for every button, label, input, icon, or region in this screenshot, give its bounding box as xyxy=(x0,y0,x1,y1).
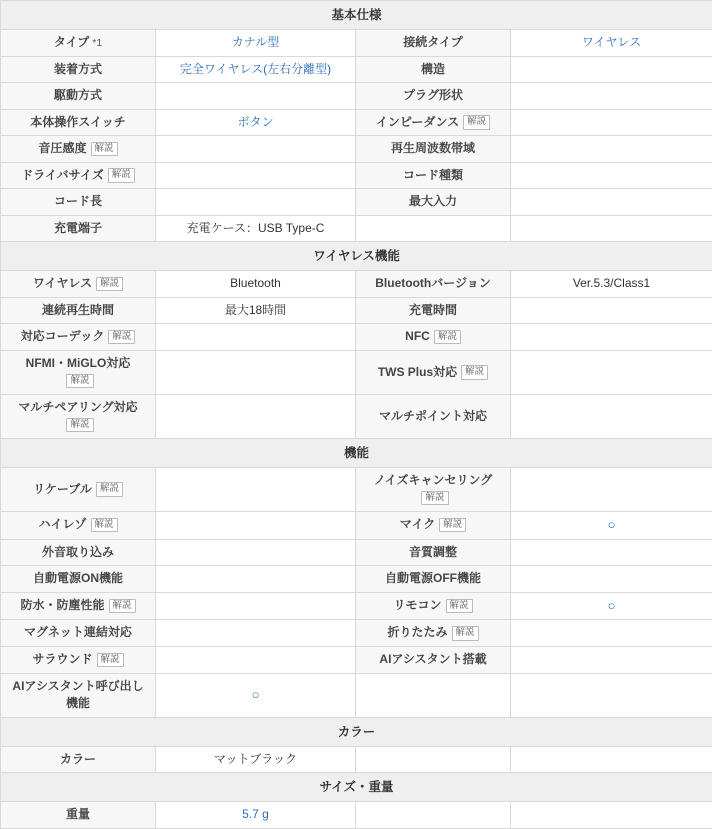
spec-label-note: *1 xyxy=(92,37,102,49)
table-row xyxy=(1,592,712,620)
table-row xyxy=(1,136,712,163)
section-title: 基本仕様 xyxy=(1,1,712,30)
spec-label-right xyxy=(356,620,511,647)
spec-label-right xyxy=(356,30,511,57)
spec-value-left xyxy=(156,136,356,163)
section-title: 機能 xyxy=(1,438,712,467)
spec-label-left xyxy=(1,539,156,566)
section-header-row xyxy=(1,242,712,271)
table-row xyxy=(1,620,712,647)
spec-label-text: 外音取り込み xyxy=(42,545,114,559)
spec-value-right xyxy=(511,83,712,110)
table-row xyxy=(1,297,712,324)
spec-value-right: ○ xyxy=(511,592,712,620)
spec-value-left xyxy=(156,350,356,394)
spec-value-left xyxy=(156,647,356,674)
spec-label-text: NFMI・MiGLO対応 xyxy=(26,356,131,370)
kaisetsu-badge[interactable]: 解説 xyxy=(452,626,479,640)
spec-label-left xyxy=(1,297,156,324)
kaisetsu-badge[interactable]: 解説 xyxy=(66,418,93,432)
spec-label-text: 折りたたみ xyxy=(387,626,447,640)
spec-label-left xyxy=(1,162,156,189)
spec-label-text: 装着方式 xyxy=(54,62,102,76)
spec-value-right xyxy=(511,56,712,83)
kaisetsu-badge[interactable]: 解説 xyxy=(96,482,123,496)
empty-cell xyxy=(356,215,511,242)
table-row xyxy=(1,83,712,110)
spec-value-right xyxy=(511,297,712,324)
spec-value-right xyxy=(511,467,712,511)
spec-value-left: ○ xyxy=(156,673,356,717)
spec-label-right xyxy=(356,83,511,110)
table-row xyxy=(1,215,712,242)
empty-cell xyxy=(356,673,511,717)
table-row xyxy=(1,802,712,829)
spec-label-left xyxy=(1,109,156,136)
spec-value-right[interactable]: ワイヤレス xyxy=(511,30,712,57)
kaisetsu-badge[interactable]: 解説 xyxy=(421,491,448,505)
spec-value-left: 充電ケース：USB Type-C xyxy=(156,215,356,242)
spec-label-text: 対応コーデック xyxy=(21,330,105,344)
spec-label-left xyxy=(1,802,156,829)
spec-label-text: 充電時間 xyxy=(409,303,457,317)
section-title: カラー xyxy=(1,717,712,746)
spec-value-left xyxy=(156,324,356,351)
spec-value-left xyxy=(156,592,356,620)
spec-label-text: プラグ形状 xyxy=(403,88,463,102)
spec-label-text: 防水・防塵性能 xyxy=(20,598,104,612)
table-row xyxy=(1,467,712,511)
spec-value-right xyxy=(511,324,712,351)
spec-label-right xyxy=(356,162,511,189)
table-row xyxy=(1,30,712,57)
kaisetsu-badge[interactable]: 解説 xyxy=(66,374,93,388)
kaisetsu-badge[interactable]: 解説 xyxy=(91,518,118,532)
spec-label-right xyxy=(356,647,511,674)
spec-label-left xyxy=(1,189,156,216)
spec-label-text: マルチペアリング対応 xyxy=(18,400,137,414)
table-row xyxy=(1,566,712,593)
spec-label-left xyxy=(1,350,156,394)
spec-value-right xyxy=(511,109,712,136)
spec-value-left[interactable]: ボタン xyxy=(156,109,356,136)
spec-value-right xyxy=(511,620,712,647)
spec-label-text: 連続再生時間 xyxy=(42,303,114,317)
spec-label-text: マルチポイント対応 xyxy=(379,409,487,423)
spec-label-text: 最大入力 xyxy=(409,194,457,208)
spec-value-left xyxy=(156,620,356,647)
spec-value-right xyxy=(511,162,712,189)
spec-label-text: インピーダンス xyxy=(376,115,459,129)
spec-label-text: マグネット連結対応 xyxy=(24,626,132,640)
spec-value-left[interactable]: 5.7 g xyxy=(156,802,356,829)
empty-cell xyxy=(356,802,511,829)
spec-label-text: 駆動方式 xyxy=(54,88,102,102)
spec-value-left xyxy=(156,539,356,566)
spec-label-right xyxy=(356,324,511,351)
kaisetsu-badge[interactable]: 解説 xyxy=(108,168,135,182)
section-header-row xyxy=(1,717,712,746)
spec-value-left: マットブラック xyxy=(156,746,356,773)
spec-label-right xyxy=(356,539,511,566)
table-row xyxy=(1,271,712,298)
kaisetsu-badge[interactable]: 解説 xyxy=(434,330,461,344)
spec-label-left xyxy=(1,56,156,83)
spec-label-text: 音質調整 xyxy=(409,545,457,559)
spec-label-text: ノイズキャンセリング xyxy=(374,473,493,487)
spec-value-right xyxy=(511,394,712,438)
spec-label-left xyxy=(1,136,156,163)
spec-label-text: 自動電源OFF機能 xyxy=(385,571,481,585)
section-title: サイズ・重量 xyxy=(1,773,712,802)
spec-label-text: Bluetoothバージョン xyxy=(375,277,491,291)
spec-label-left xyxy=(1,271,156,298)
spec-label-left xyxy=(1,647,156,674)
table-row xyxy=(1,746,712,773)
spec-label-text: 接続タイプ xyxy=(403,35,462,49)
spec-label-right xyxy=(356,136,511,163)
spec-label-text: 本体操作スイッチ xyxy=(30,115,126,129)
empty-cell xyxy=(356,746,511,773)
kaisetsu-badge[interactable]: 解説 xyxy=(463,115,490,129)
spec-label-text: カラー xyxy=(60,752,96,766)
spec-label-text: サラウンド xyxy=(32,652,92,666)
spec-label-text: 自動電源ON機能 xyxy=(33,571,123,585)
spec-label-text: 再生周波数帯域 xyxy=(391,141,475,155)
spec-label-text: タイプ xyxy=(54,35,89,49)
kaisetsu-badge[interactable]: 解説 xyxy=(97,653,124,667)
spec-value-left xyxy=(156,162,356,189)
spec-label-text: 重量 xyxy=(66,807,90,821)
spec-label-text: コード長 xyxy=(54,194,102,208)
spec-label-text: マイク xyxy=(400,518,436,532)
spec-value-right xyxy=(511,136,712,163)
spec-label-right xyxy=(356,109,511,136)
spec-label-left xyxy=(1,566,156,593)
table-row xyxy=(1,324,712,351)
table-row xyxy=(1,189,712,216)
spec-label-left xyxy=(1,215,156,242)
kaisetsu-badge[interactable]: 解説 xyxy=(439,518,466,532)
spec-value-left xyxy=(156,511,356,539)
spec-label-right xyxy=(356,511,511,539)
table-row xyxy=(1,394,712,438)
spec-label-right xyxy=(356,566,511,593)
spec-label-left xyxy=(1,467,156,511)
spec-value-left[interactable]: 完全ワイヤレス(左右分離型) xyxy=(156,56,356,83)
spec-label-left xyxy=(1,511,156,539)
spec-label-text: 充電端子 xyxy=(54,221,102,235)
spec-value-left: Bluetooth xyxy=(156,271,356,298)
spec-value-right xyxy=(511,350,712,394)
spec-label-text: NFC xyxy=(405,330,430,344)
kaisetsu-badge[interactable]: 解説 xyxy=(461,365,488,379)
spec-label-text: ドライバサイズ xyxy=(21,168,103,182)
spec-label-right xyxy=(356,394,511,438)
spec-label-left xyxy=(1,746,156,773)
spec-value-right xyxy=(511,673,712,717)
kaisetsu-badge[interactable]: 解説 xyxy=(91,142,118,156)
spec-value-right: Ver.5.3/Class1 xyxy=(511,271,712,298)
kaisetsu-badge[interactable]: 解説 xyxy=(109,599,136,613)
spec-label-right xyxy=(356,467,511,511)
spec-label-right xyxy=(356,350,511,394)
spec-label-right xyxy=(356,297,511,324)
table-row xyxy=(1,511,712,539)
spec-label-text: AIアシスタント呼び出し機能 xyxy=(12,679,143,711)
table-row xyxy=(1,109,712,136)
spec-value-left xyxy=(156,189,356,216)
spec-value-right: ○ xyxy=(511,511,712,539)
spec-label-left xyxy=(1,324,156,351)
spec-value-left xyxy=(156,467,356,511)
spec-label-left xyxy=(1,620,156,647)
kaisetsu-badge[interactable]: 解説 xyxy=(96,277,123,291)
spec-label-text: コード種類 xyxy=(403,168,463,182)
spec-value-left xyxy=(156,566,356,593)
spec-value-right xyxy=(511,215,712,242)
section-header-row xyxy=(1,1,712,30)
spec-label-text: 音圧感度 xyxy=(38,141,86,155)
section-header-row xyxy=(1,438,712,467)
spec-label-right xyxy=(356,56,511,83)
spec-label-left xyxy=(1,592,156,620)
spec-value-right xyxy=(511,539,712,566)
spec-label-text: AIアシスタント搭載 xyxy=(379,652,486,666)
spec-label-text: TWS Plus対応 xyxy=(378,365,457,379)
spec-value-right xyxy=(511,647,712,674)
spec-label-text: 構造 xyxy=(421,62,445,76)
table-row xyxy=(1,162,712,189)
spec-value-left xyxy=(156,83,356,110)
table-row xyxy=(1,673,712,717)
spec-label-right xyxy=(356,189,511,216)
spec-value-left[interactable]: カナル型 xyxy=(156,30,356,57)
spec-label-left xyxy=(1,83,156,110)
section-title: ワイヤレス機能 xyxy=(1,242,712,271)
spec-value-left xyxy=(156,394,356,438)
table-row xyxy=(1,350,712,394)
spec-label-left xyxy=(1,30,156,57)
table-row xyxy=(1,647,712,674)
table-row xyxy=(1,539,712,566)
spec-value-left: 最大18時間 xyxy=(156,297,356,324)
table-row xyxy=(1,56,712,83)
spec-value-right xyxy=(511,746,712,773)
section-header-row xyxy=(1,773,712,802)
spec-label-text: ワイヤレス xyxy=(33,277,92,291)
spec-label-right xyxy=(356,271,511,298)
kaisetsu-badge[interactable]: 解説 xyxy=(108,330,135,344)
spec-label-text: リモコン xyxy=(393,598,441,612)
spec-label-left xyxy=(1,673,156,717)
spec-value-right xyxy=(511,189,712,216)
spec-label-text: リケーブル xyxy=(33,482,92,496)
spec-value-right xyxy=(511,566,712,593)
kaisetsu-badge[interactable]: 解説 xyxy=(446,599,473,613)
spec-label-text: ハイレゾ xyxy=(38,518,86,532)
spec-label-left xyxy=(1,394,156,438)
spec-value-right xyxy=(511,802,712,829)
spec-label-right xyxy=(356,592,511,620)
